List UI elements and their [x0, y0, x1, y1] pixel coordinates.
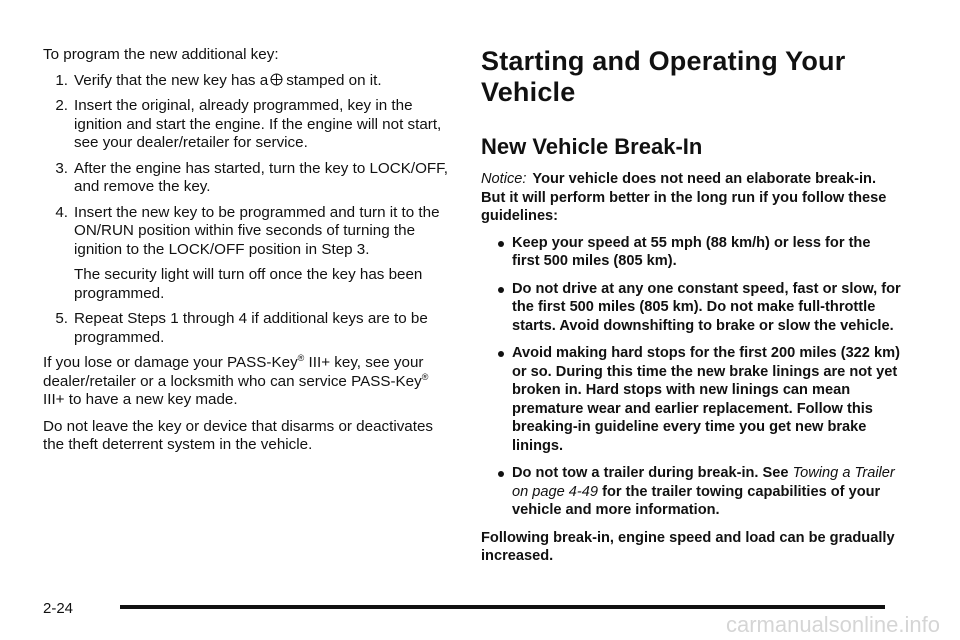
step-text: Insert the original, already programmed, key in the ignition and start the engine. If the engine will not start, see your dealer/retailer for service.	[74, 97, 442, 151]
step-number: 5.	[55, 310, 68, 327]
list-item: Avoid making hard stops for the first 200 miles (322 km) or so. During this time the new brake linings are not yet broken in. Hard stops with new linings can mean premature wear and earlier replacement. Follow this breaking-in guideline every time you get new brake linings.	[481, 344, 901, 455]
step-4	[43, 204, 453, 260]
registered-mark: ®	[297, 352, 305, 363]
step-2	[43, 97, 453, 153]
bullet-icon	[498, 471, 504, 477]
left-column	[43, 46, 453, 463]
notice-text: Your vehicle does not need an elaborate break-in. But it will perform better in the long run if you follow these guidelines:	[481, 171, 887, 224]
step-number: 4.	[55, 203, 68, 221]
bullet-icon	[498, 351, 504, 357]
lost-key-paragraph: If you lose or damage your PASS-Key® III+ key, see your dealer/retailer or a locksmith who can service PASS-Key® III+ to have a new key made.	[43, 352, 429, 408]
bullet-icon	[498, 287, 504, 293]
step-1	[43, 72, 453, 91]
step-number: 3.	[55, 159, 68, 177]
footer-divider	[120, 605, 885, 609]
step-text: Verify that the new key has a stamped on it.	[74, 71, 382, 89]
step-4-note: The security light will turn off once the key has been programmed.	[74, 266, 423, 302]
page-number: 2-24	[43, 600, 74, 617]
list-item: Do not tow a trailer during break-in. See Towing a Trailer on page 4-49 for the trailer towing capabilities of your vehicle and more information.	[481, 464, 901, 520]
step-text: After the engine has started, turn the key to LOCK/OFF, and remove the key.	[74, 159, 448, 195]
step-5	[43, 310, 453, 347]
notice-label: Notice:	[481, 171, 527, 187]
right-column	[481, 46, 901, 566]
break-in-guidelines	[481, 234, 901, 520]
step-number: 1.	[55, 71, 68, 89]
notice	[481, 170, 901, 226]
list-item: Do not drive at any one constant speed, fast or slow, for the first 500 miles (805 km). Do not make full-throttle starts. Avoid downshifting to brake or slow the vehicle.	[481, 280, 901, 336]
registered-mark: ®	[421, 371, 429, 382]
step-text: Repeat Steps 1 through 4 if additional keys are to be programmed.	[74, 310, 428, 346]
section-title: Starting and Operating Your Vehicle	[481, 46, 846, 107]
cross-reference-link[interactable]: Towing a Trailer on page 4-49	[512, 465, 895, 500]
key-symbol-icon	[270, 73, 283, 86]
program-intro: To program the new additional key:	[43, 46, 279, 63]
step-number: 2.	[55, 97, 68, 114]
step-text: Insert the new key to be programmed and turn it to the ON/RUN position within five seconds of turning the ignition to the LOCK/OFF position in Step 3.	[74, 203, 440, 258]
step-3	[43, 160, 453, 197]
watermark: carmanualsonline.info	[725, 612, 940, 637]
list-item: Keep your speed at 55 mph (88 km/h) or less for the first 500 miles (805 km).	[481, 234, 901, 271]
section-subtitle: New Vehicle Break-In	[481, 134, 703, 159]
bullet-icon	[498, 241, 504, 247]
closing-paragraph: Following break-in, engine speed and load can be gradually increased.	[481, 529, 895, 564]
theft-deterrent-paragraph: Do not leave the key or device that disarms or deactivates the theft deterrent system in the vehicle.	[43, 417, 434, 453]
